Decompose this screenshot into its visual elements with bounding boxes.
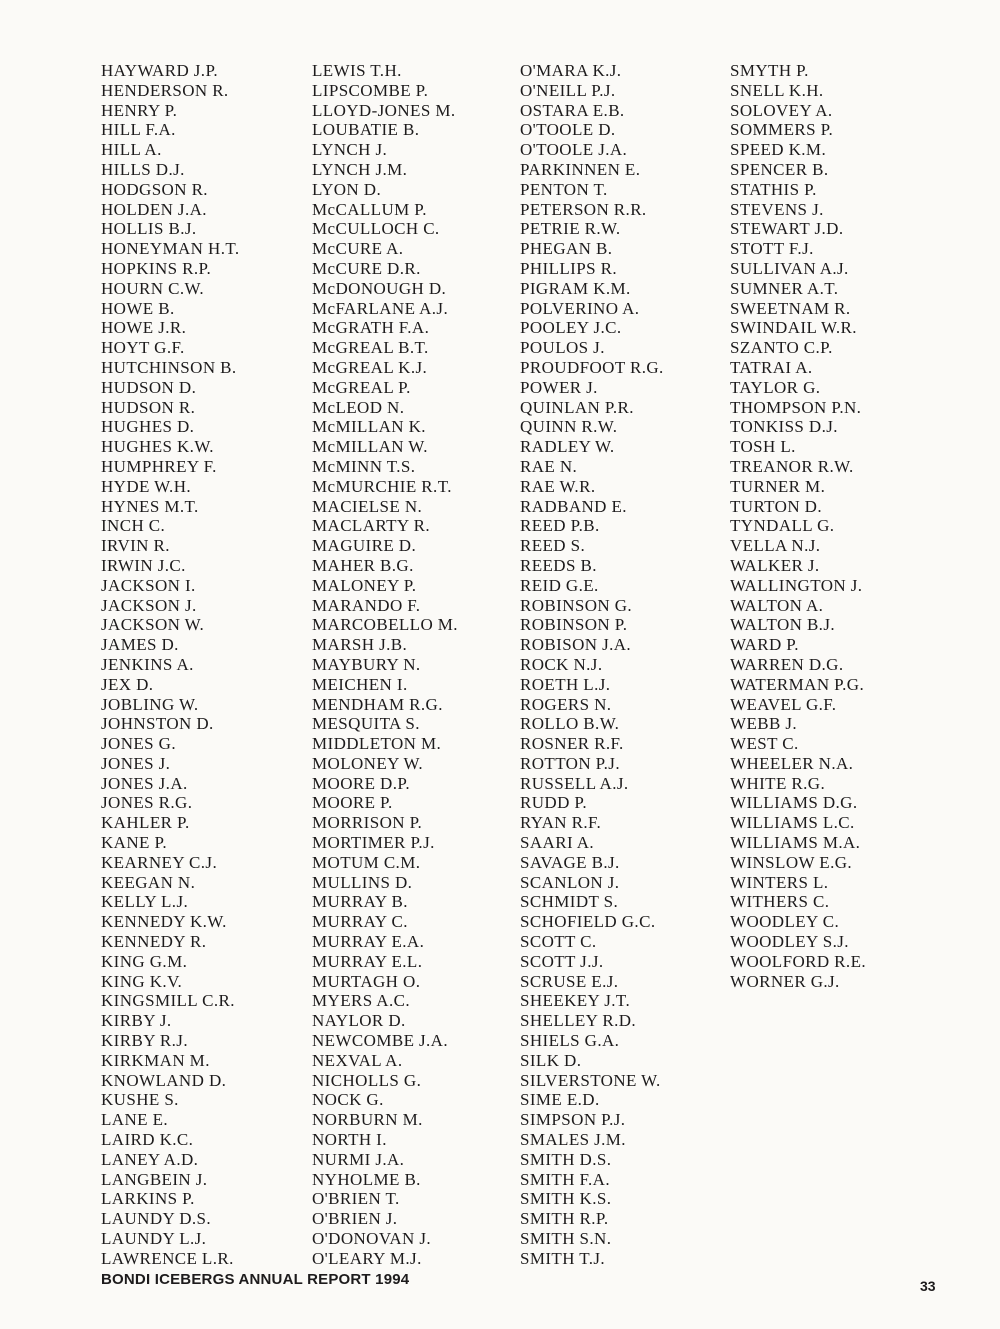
member-name: WOODLEY S.J. <box>730 932 849 952</box>
member-name: WINTERS L. <box>730 872 829 892</box>
member-name: LAUNDY L.J. <box>101 1229 207 1249</box>
member-name: HYDE W.H. <box>101 476 192 496</box>
member-name: O'LEARY M.J. <box>312 1248 422 1268</box>
member-name: ROBINSON P. <box>520 615 628 635</box>
member-name: PHEGAN B. <box>520 239 613 259</box>
member-name: SCOTT J.J. <box>520 951 604 971</box>
member-name: SNELL K.H. <box>730 80 824 100</box>
member-name: NORBURN M. <box>312 1110 423 1130</box>
member-name: SIME E.D. <box>520 1090 600 1110</box>
member-name: SWINDAIL W.R. <box>730 318 857 338</box>
member-name: SILK D. <box>520 1050 582 1070</box>
member-name: MOORE D.P. <box>312 773 410 793</box>
member-name: ROGERS N. <box>520 694 612 714</box>
member-name: LANEY A.D. <box>101 1149 199 1169</box>
member-name: QUINN R.W. <box>520 417 618 437</box>
member-name: JACKSON I. <box>101 575 196 595</box>
member-name: SMALES J.M. <box>520 1130 626 1150</box>
member-name: RUSSELL A.J. <box>520 773 629 793</box>
page-number: 33 <box>920 1278 936 1294</box>
member-name: KEARNEY C.J. <box>101 852 218 872</box>
member-name: MURTAGH O. <box>312 971 421 991</box>
footer-report-title: BONDI ICEBERGS ANNUAL REPORT 1994 <box>101 1271 410 1288</box>
member-name: McGREAL B.T. <box>312 338 429 358</box>
member-name: SILVERSTONE W. <box>520 1070 661 1090</box>
names-column-2 <box>312 61 458 1269</box>
member-name: MOORE P. <box>312 793 393 813</box>
member-name: HENRY P. <box>101 100 178 120</box>
member-name: KIRKMAN M. <box>101 1050 210 1070</box>
member-name: MESQUITA S. <box>312 714 420 734</box>
member-name: MURRAY C. <box>312 912 408 932</box>
member-name: MIDDLETON M. <box>312 734 442 754</box>
member-name: WARREN D.G. <box>730 654 844 674</box>
member-name: MARCOBELLO M. <box>312 615 458 635</box>
member-name: TATRAI A. <box>730 357 813 377</box>
member-name: SUMNER A.T. <box>730 278 839 298</box>
member-name: KUSHE S. <box>101 1090 179 1110</box>
member-name: NYHOLME B. <box>312 1169 421 1189</box>
member-name: HILL A. <box>101 140 162 160</box>
member-name: KENNEDY K.W. <box>101 912 227 932</box>
member-name: MOLONEY W. <box>312 753 424 773</box>
member-name: JACKSON W. <box>101 615 205 635</box>
member-name: NICHOLLS G. <box>312 1070 422 1090</box>
member-name: MOTUM C.M. <box>312 852 421 872</box>
member-name: MARANDO F. <box>312 595 421 615</box>
member-name: RAE W.R. <box>520 476 596 496</box>
member-name: JEX D. <box>101 674 154 694</box>
member-name: MARSH J.B. <box>312 635 408 655</box>
member-name: McCURE A. <box>312 239 404 259</box>
member-name: HILLS D.J. <box>101 159 185 179</box>
member-name: MURRAY E.A. <box>312 932 425 952</box>
member-name: SULLIVAN A.J. <box>730 258 849 278</box>
member-name: NEWCOMBE J.A. <box>312 1031 449 1051</box>
member-name: WALTON A. <box>730 595 824 615</box>
member-name: MACIELSE N. <box>312 496 423 516</box>
member-name: ROBISON J.A. <box>520 635 632 655</box>
member-name: SCOTT C. <box>520 932 597 952</box>
member-name: SIMPSON P.J. <box>520 1110 626 1130</box>
member-name: SAVAGE B.J. <box>520 852 620 872</box>
member-name: WALTON B.J. <box>730 615 835 635</box>
member-name: MALONEY P. <box>312 575 417 595</box>
member-name: KELLY L.J. <box>101 892 189 912</box>
member-name: WILLIAMS D.G. <box>730 793 858 813</box>
member-name: MULLINS D. <box>312 872 413 892</box>
member-name: MYERS A.C. <box>312 991 410 1011</box>
member-name: STEWART J.D. <box>730 219 844 239</box>
member-name: WOOLFORD R.E. <box>730 951 867 971</box>
member-name: SHELLEY R.D. <box>520 1011 637 1031</box>
member-name: PETRIE R.W. <box>520 219 621 239</box>
member-name: LEWIS T.H. <box>312 61 402 80</box>
member-name: JAMES D. <box>101 635 179 655</box>
member-name: THOMPSON P.N. <box>730 397 862 417</box>
member-name: JONES G. <box>101 734 176 754</box>
member-name: POULOS J. <box>520 338 605 358</box>
member-name: TURNER M. <box>730 476 826 496</box>
member-name: STEVENS J. <box>730 199 824 219</box>
member-name: SCHOFIELD G.C. <box>520 912 656 932</box>
member-name: McCULLOCH C. <box>312 219 440 239</box>
member-name: McMILLAN K. <box>312 417 426 437</box>
member-name: McGRATH F.A. <box>312 318 430 338</box>
member-name: HUGHES K.W. <box>101 437 214 457</box>
member-name: HUDSON D. <box>101 377 197 397</box>
member-name: SPEED K.M. <box>730 140 827 160</box>
member-name: WOODLEY C. <box>730 912 840 932</box>
member-name: SMITH T.J. <box>520 1248 606 1268</box>
member-name: INCH C. <box>101 516 166 536</box>
member-name: HOLDEN J.A. <box>101 199 207 219</box>
member-name: SZANTO C.P. <box>730 338 833 358</box>
member-name: LYON D. <box>312 179 382 199</box>
member-name: SAARI A. <box>520 833 595 853</box>
member-name: MAHER B.G. <box>312 555 414 575</box>
member-name: WEAVEL G.F. <box>730 694 837 714</box>
member-name: HOLLIS B.J. <box>101 219 197 239</box>
member-name: WARD P. <box>730 635 799 655</box>
member-name: MAYBURY N. <box>312 654 421 674</box>
names-column-4 <box>730 61 866 991</box>
member-name: REED S. <box>520 536 586 556</box>
member-name: JONES J.A. <box>101 773 188 793</box>
member-name: KNOWLAND D. <box>101 1070 227 1090</box>
member-name: NURMI J.A. <box>312 1149 405 1169</box>
member-name: O'TOOLE J.A. <box>520 140 628 160</box>
member-name: SWEETNAM R. <box>730 298 851 318</box>
names-column-1 <box>101 61 240 1269</box>
member-name: KAHLER P. <box>101 813 190 833</box>
member-name: McCALLUM P. <box>312 199 427 219</box>
member-name: WEBB J. <box>730 714 798 734</box>
member-name: LYNCH J.M. <box>312 159 408 179</box>
member-name: HONEYMAN H.T. <box>101 239 240 259</box>
member-name: ROLLO B.W. <box>520 714 620 734</box>
member-name: ROBINSON G. <box>520 595 633 615</box>
member-name: McMILLAN W. <box>312 437 428 457</box>
member-name: O'NEILL P.J. <box>520 80 616 100</box>
member-name: McMURCHIE R.T. <box>312 476 452 496</box>
member-name: SMITH D.S. <box>520 1149 612 1169</box>
member-name: WATERMAN P.G. <box>730 674 865 694</box>
member-name: SOMMERS P. <box>730 120 834 140</box>
member-name: KING G.M. <box>101 951 188 971</box>
member-name: SOLOVEY A. <box>730 100 833 120</box>
member-name: McFARLANE A.J. <box>312 298 449 318</box>
member-name: HUGHES D. <box>101 417 195 437</box>
member-name: JONES J. <box>101 753 171 773</box>
member-name: STOTT F.J. <box>730 239 814 259</box>
member-name: JOBLING W. <box>101 694 199 714</box>
member-name: LANGBEIN J. <box>101 1169 208 1189</box>
member-name: HOWE B. <box>101 298 175 318</box>
member-name: HYNES M.T. <box>101 496 199 516</box>
member-name: MORRISON P. <box>312 813 423 833</box>
member-name: WITHERS C. <box>730 892 830 912</box>
member-name: MURRAY B. <box>312 892 408 912</box>
member-name: JONES R.G. <box>101 793 193 813</box>
member-name: TOSH L. <box>730 437 796 457</box>
member-name: McMINN T.S. <box>312 456 416 476</box>
member-name: MEICHEN I. <box>312 674 408 694</box>
member-name: RAE N. <box>520 456 578 476</box>
member-name: WILLIAMS M.A. <box>730 833 861 853</box>
member-name: WALKER J. <box>730 555 820 575</box>
member-name: POLVERINO A. <box>520 298 640 318</box>
member-name: MACLARTY R. <box>312 516 430 536</box>
member-name: REID G.E. <box>520 575 599 595</box>
member-name: POOLEY J.C. <box>520 318 622 338</box>
member-name: LAUNDY D.S. <box>101 1209 212 1229</box>
member-name: HUDSON R. <box>101 397 196 417</box>
member-name: ROSNER R.F. <box>520 734 624 754</box>
member-name: HUTCHINSON B. <box>101 357 237 377</box>
member-name: WHEELER N.A. <box>730 753 854 773</box>
member-name: NORTH I. <box>312 1130 387 1150</box>
member-name: JENKINS A. <box>101 654 194 674</box>
member-name: TAYLOR G. <box>730 377 821 397</box>
member-name: PHILLIPS R. <box>520 258 617 278</box>
member-name: O'BRIEN J. <box>312 1209 398 1229</box>
member-name: SPENCER B. <box>730 159 829 179</box>
member-name: LLOYD-JONES M. <box>312 100 456 120</box>
member-name: PARKINNEN E. <box>520 159 641 179</box>
member-name: SCHMIDT S. <box>520 892 619 912</box>
member-name: O'MARA K.J. <box>520 61 622 80</box>
member-name: ROETH L.J. <box>520 674 611 694</box>
member-name: MAGUIRE D. <box>312 536 417 556</box>
member-name: LAWRENCE L.R. <box>101 1248 234 1268</box>
member-name: KEEGAN N. <box>101 872 196 892</box>
member-name: OSTARA E.B. <box>520 100 625 120</box>
member-name: JOHNSTON D. <box>101 714 214 734</box>
member-name: QUINLAN P.R. <box>520 397 634 417</box>
member-name: WORNER G.J. <box>730 971 840 991</box>
member-name: RADBAND E. <box>520 496 627 516</box>
member-name: PETERSON R.R. <box>520 199 647 219</box>
member-name: McGREAL K.J. <box>312 357 428 377</box>
member-name: McCURE D.R. <box>312 258 421 278</box>
member-name: MORTIMER P.J. <box>312 833 435 853</box>
member-name: HOYT G.F. <box>101 338 185 358</box>
member-name: McGREAL P. <box>312 377 411 397</box>
member-name: POWER J. <box>520 377 598 397</box>
member-name: IRWIN J.C. <box>101 555 186 575</box>
member-name: PENTON T. <box>520 179 608 199</box>
member-name: TONKISS D.J. <box>730 417 838 437</box>
member-name: KING K.V. <box>101 971 183 991</box>
member-name: SMITH R.P. <box>520 1209 609 1229</box>
member-name: KINGSMILL C.R. <box>101 991 235 1011</box>
member-name: LARKINS P. <box>101 1189 195 1209</box>
member-name: SCRUSE E.J. <box>520 971 619 991</box>
member-name: NAYLOR D. <box>312 1011 406 1031</box>
member-name: TREANOR R.W. <box>730 456 854 476</box>
member-name: KANE P. <box>101 833 168 853</box>
member-name: RADLEY W. <box>520 437 615 457</box>
member-name: McDONOUGH D. <box>312 278 447 298</box>
member-name: NOCK G. <box>312 1090 384 1110</box>
member-name: KIRBY R.J. <box>101 1031 188 1051</box>
member-name: TYNDALL G. <box>730 516 835 536</box>
member-name: O'TOOLE D. <box>520 120 616 140</box>
member-name: LOUBATIE B. <box>312 120 420 140</box>
member-name: HENDERSON R. <box>101 80 229 100</box>
member-name: LANE E. <box>101 1110 169 1130</box>
member-name: WILLIAMS L.C. <box>730 813 855 833</box>
member-name: HOURN C.W. <box>101 278 205 298</box>
member-name: HAYWARD J.P. <box>101 61 219 80</box>
member-name: NEXVAL A. <box>312 1050 403 1070</box>
member-name: PIGRAM K.M. <box>520 278 631 298</box>
member-name: VELLA N.J. <box>730 536 821 556</box>
member-name: KENNEDY R. <box>101 932 207 952</box>
member-name: McLEOD N. <box>312 397 405 417</box>
member-name: TURTON D. <box>730 496 822 516</box>
member-name: HODGSON R. <box>101 179 208 199</box>
member-name: ROTTON P.J. <box>520 753 620 773</box>
member-name: LAIRD K.C. <box>101 1130 194 1150</box>
member-name: REED P.B. <box>520 516 600 536</box>
member-name: LYNCH J. <box>312 140 388 160</box>
member-name: STATHIS P. <box>730 179 817 199</box>
member-name: WINSLOW E.G. <box>730 852 853 872</box>
member-name: SMITH S.N. <box>520 1229 612 1249</box>
member-name: KIRBY J. <box>101 1011 172 1031</box>
member-name: WEST C. <box>730 734 799 754</box>
member-name: MURRAY E.L. <box>312 951 423 971</box>
member-name: MENDHAM R.G. <box>312 694 443 714</box>
member-name: JACKSON J. <box>101 595 197 615</box>
member-name: SMYTH P. <box>730 61 809 80</box>
member-name: REEDS B. <box>520 555 597 575</box>
member-name: SCANLON J. <box>520 872 620 892</box>
member-name: SMITH K.S. <box>520 1189 612 1209</box>
member-name: SMITH F.A. <box>520 1169 611 1189</box>
member-name: WALLINGTON J. <box>730 575 863 595</box>
member-name: HOWE J.R. <box>101 318 187 338</box>
member-name: WHITE R.G. <box>730 773 826 793</box>
member-name: HILL F.A. <box>101 120 176 140</box>
member-name: ROCK N.J. <box>520 654 603 674</box>
member-name: LIPSCOMBE P. <box>312 80 429 100</box>
member-name: O'BRIEN T. <box>312 1189 400 1209</box>
member-name: PROUDFOOT R.G. <box>520 357 664 377</box>
member-name: RUDD P. <box>520 793 588 813</box>
member-name: O'DONOVAN J. <box>312 1229 432 1249</box>
member-name: SHIELS G.A. <box>520 1031 620 1051</box>
names-column-3 <box>520 61 664 1269</box>
member-name: HUMPHREY F. <box>101 456 217 476</box>
member-name: HOPKINS R.P. <box>101 258 212 278</box>
member-name: SHEEKEY J.T. <box>520 991 631 1011</box>
member-name: RYAN R.F. <box>520 813 602 833</box>
member-name: IRVIN R. <box>101 536 170 556</box>
